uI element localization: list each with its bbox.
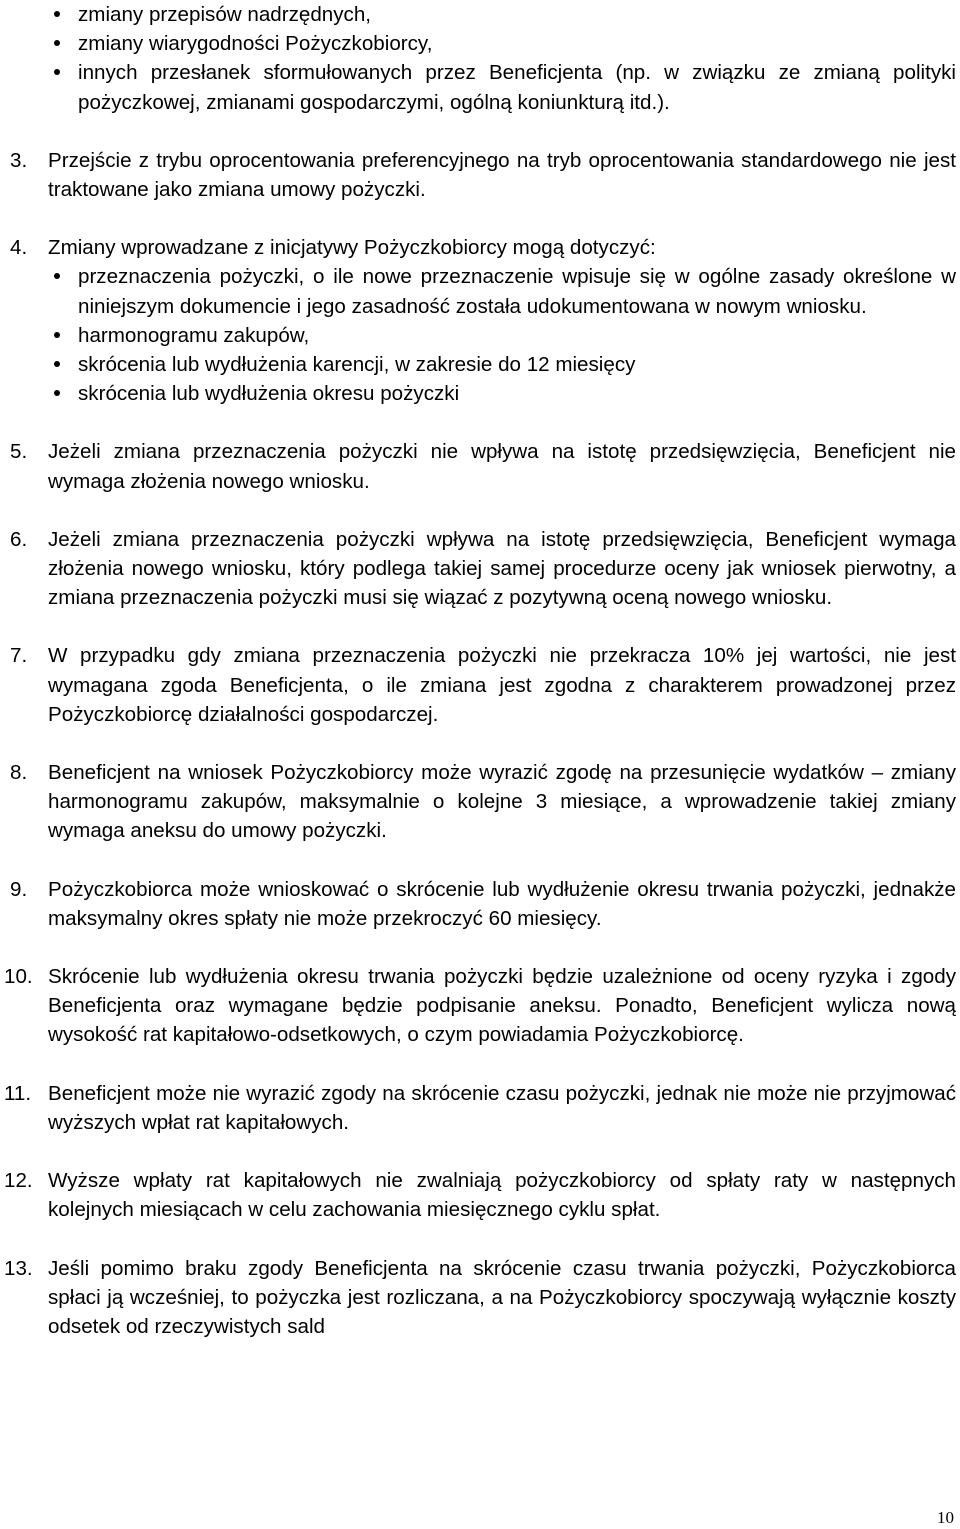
list-item: zmiany przepisów nadrzędnych, (10, 0, 956, 29)
list-item: innych przesłanek sformułowanych przez Beneficjenta (np. w związku ze zmianą polityki pożyczkowej, zmianami gospodarczymi, ogólną koniunkturą itd.). (10, 58, 956, 116)
list-item: przeznaczenia pożyczki, o ile nowe przeznaczenie wpisuje się w ogólne zasady określone w niniejszym dokumencie i jego zasadność została udokumentowana w nowym wniosku. (48, 262, 956, 320)
numbered-item-11 (4, 1079, 956, 1137)
item-number: 12. (4, 1169, 33, 1193)
list-item: harmonogramu zakupów, (48, 321, 956, 350)
numbered-item-9 (10, 875, 956, 933)
item-text: Jeżeli zmiana przeznaczenia pożyczki wpływa na istotę przedsięwzięcia, Beneficjent wymaga złożenia nowego wniosku, który podlega takiej samej procedurze oceny jak wniosek pierwotny, a zmiana przeznaczenia pożyczki musi się wiązać z pozytywną oceną nowego wniosku. (48, 527, 956, 610)
item-text: Jeżeli zmiana przeznaczenia pożyczki nie wpływa na istotę przedsięwzięcia, Beneficjent nie wymaga złożenia nowego wniosku. (48, 440, 956, 493)
item-text: Jeśli pomimo braku zgody Beneficjenta na skrócenie czasu trwania pożyczki, Pożyczkobiorca spłaci ją wcześniej, to pożyczka jest rozliczana, a na Pożyczkobiorcy spoczywają wyłącznie koszty odsetek od rzeczywistych sald (48, 1256, 956, 1338)
item-number: 10. (4, 965, 33, 989)
numbered-item-12 (4, 1166, 956, 1224)
list-item: skrócenia lub wydłużenia okresu pożyczki (48, 379, 956, 408)
numbered-list (4, 146, 956, 1341)
list-item: zmiany wiarygodności Pożyczkobiorcy, (10, 29, 956, 58)
item-text: Przejście z trybu oprocentowania preferencyjnego na tryb oprocentowania standardowego nie jest traktowane jako zmiana umowy pożyczki. (48, 148, 956, 202)
item-number: 4. (10, 236, 28, 260)
numbered-item-5 (10, 437, 956, 495)
numbered-item-13 (4, 1254, 956, 1342)
top-bullet-list (10, 0, 956, 117)
item-4-bullet-list (48, 262, 956, 408)
item-number: 11. (4, 1081, 32, 1105)
numbered-item-7 (10, 641, 956, 729)
item-number: 8. (10, 761, 28, 785)
item-text: Beneficjent może nie wyrazić zgody na skrócenie czasu pożyczki, jednak nie może nie przyjmować wyższych wpłat rat kapitałowych. (48, 1081, 956, 1134)
item-text: Skrócenie lub wydłużenia okresu trwania pożyczki będzie uzależnione od oceny ryzyka i zgody Beneficjenta oraz wymagane będzie podpisanie aneksu. Ponadto, Beneficjent wylicza nową wysokość rat kapitałowo-odsetkowych, o czym powiadamia Pożyczkobiorcę. (48, 965, 956, 1047)
document-body (4, 0, 956, 1341)
page-number: 10 (937, 1508, 954, 1527)
item-text: Wyższe wpłaty rat kapitałowych nie zwalniają pożyczkobiorcy od spłaty raty w następnych kolejnych miesiącach w celu zachowania miesięcznego cyklu spłat. (48, 1169, 956, 1222)
item-text: Beneficjent na wniosek Pożyczkobiorcy może wyrazić zgodę na przesunięcie wydatków – zmiany harmonogramu zakupów, maksymalnie o kolejne 3 miesiące, a wprowadzenie takiej zmiany wymaga aneksu do umowy pożyczki. (48, 761, 956, 843)
numbered-item-10 (4, 962, 956, 1050)
item-number: 7. (10, 644, 28, 668)
list-item: skrócenia lub wydłużenia karencji, w zakresie do 12 miesięcy (48, 350, 956, 379)
item-number: 5. (10, 440, 28, 464)
numbered-item-3 (10, 146, 956, 204)
numbered-item-6 (10, 525, 956, 613)
item-number: 9. (10, 877, 28, 901)
item-text: W przypadku gdy zmiana przeznaczenia pożyczki nie przekracza 10% jej wartości, nie jest wymagana zgoda Beneficjenta, o ile zmiana jest zgodna z charakterem prowadzonej przez Pożyczkobiorcę działalności gospodarczej. (48, 644, 956, 726)
item-text: Pożyczkobiorca może wnioskować o skrócenie lub wydłużenie okresu trwania pożyczki, jednakże maksymalny okres spłaty nie może przekroczyć 60 miesięcy. (48, 877, 956, 930)
item-number: 13. (4, 1256, 33, 1280)
numbered-item-4 (10, 233, 956, 408)
item-text: Zmiany wprowadzane z inicjatywy Pożyczkobiorcy mogą dotyczyć: (48, 236, 656, 260)
item-number: 3. (10, 148, 28, 172)
numbered-item-8 (10, 758, 956, 846)
item-number: 6. (10, 527, 28, 551)
